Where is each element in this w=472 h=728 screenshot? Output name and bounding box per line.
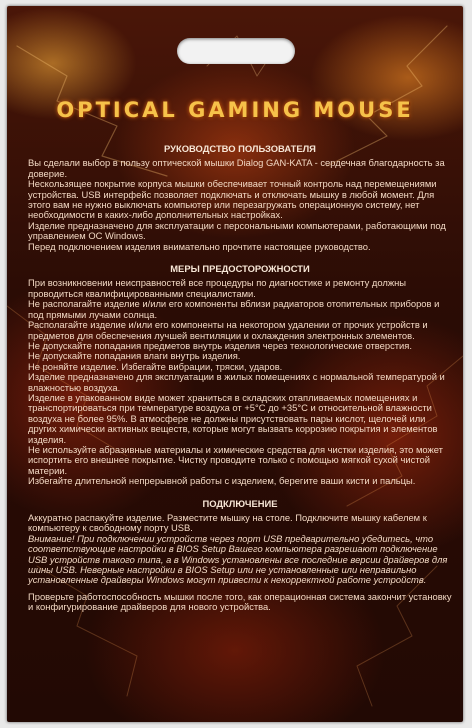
warning-paragraph: Внимание! При подключении устройств через порт USB предварительно убедитесь, что соответствующие настройки в BIOS Setup Вашего компьютера разрешают подключение USB устройств такого типа, а в Windows установлены все последние версии драйверов для шины USB. Неверные настройки в BIOS Setup или не установленные или неправильно установленные драйверы Windows могут привести к некорректной работе устройств.	[28, 532, 448, 586]
paragraph: Не располагайте изделие и/или его компоненты вблизи радиаторов отопительных приборов и под прямыми лучами солнца.	[28, 298, 440, 320]
section-heading-precautions: МЕРЫ ПРЕДОСТОРОЖНОСТИ	[170, 263, 310, 275]
hang-hole	[177, 38, 295, 64]
paragraph: Не роняйте изделие. Избегайте вибрации, тряски, ударов.	[28, 360, 283, 372]
paragraph: Не используйте абразивные материалы и химические средства для чистки изделия, это может испортить его внешнее покрытие. Чистку проводите только с помощью мягкой сухой чистой материи.	[28, 443, 443, 476]
paragraph: Проверьте работоспособность мышки после того, как операционная система закончит установку и конфигурирование драйверов для нового устройства.	[28, 590, 452, 613]
paragraph: Изделие предназначено для эксплуатации в жилых помещениях с нормальной температурой и влажностью воздуха.	[28, 371, 445, 393]
paragraph: При возникновении неисправностей все процедуры по диагностике и ремонту должны проводиться квалифицированными специалистами.	[28, 277, 407, 299]
paragraph: Изделие предназначено для эксплуатации с персональными компьютерами, работающими под управлением ОС Windows.	[28, 219, 446, 242]
product-title: OPTICAL GAMING MOUSE	[56, 98, 414, 122]
paragraph: Аккуратно распакуйте изделие. Разместите мышку на столе. Подключите мышку кабелем к компьютеру к свободному порту USB.	[28, 512, 427, 534]
paragraph: Перед подключением изделия внимательно прочтите настоящее руководство.	[28, 240, 371, 252]
paragraph: Изделие в упакованном виде может храниться в складских отапливаемых помещениях и транспортироваться при температуре воздуха от +5°С до +35°С и относительной влажности воздуха не более 95%. В атмосфере не должны присутствовать пары кислот, щелочей или других химически активных веществ, которые могут вызвать коррозию покрытия и элементов изделия.	[28, 391, 438, 445]
paragraph: Вы сделали выбор в пользу оптической мышки Dialog GAN-KATA - сердечная благодарность за доверие.	[28, 157, 445, 179]
paragraph: Избегайте длительной непрерывной работы с изделием, берегите ваши кисти и пальцы.	[28, 475, 416, 487]
section-heading-connection: ПОДКЛЮЧЕНИЕ	[202, 497, 278, 509]
paragraph: Не допускайте попадания влаги внутрь изделия.	[28, 350, 241, 362]
package-back	[7, 6, 463, 722]
instructions-text	[28, 144, 452, 613]
section-heading-manual: РУКОВОДСТВО ПОЛЬЗОВАТЕЛЯ	[164, 143, 316, 154]
paragraph: Нескользящее покрытие корпуса мышки обеспечивает точный контроль над перемещениями устройства. USB интерфейс позволяет подключать и отключать мышку в любой момент. Для этого вам не нужно выключать компьютер или перезагружать операционную систему, нет необходимости в каких-либо дополнительных настройках.	[28, 178, 437, 221]
paragraph: Располагайте изделие и/или его компоненты на некотором удалении от прочих устройств и предметов для обеспечения лучшей вентиляции и охлаждения электронных элементов.	[28, 319, 428, 341]
paragraph: Не допускайте попадания предметов внутрь изделия через технологические отверстия.	[28, 339, 412, 351]
